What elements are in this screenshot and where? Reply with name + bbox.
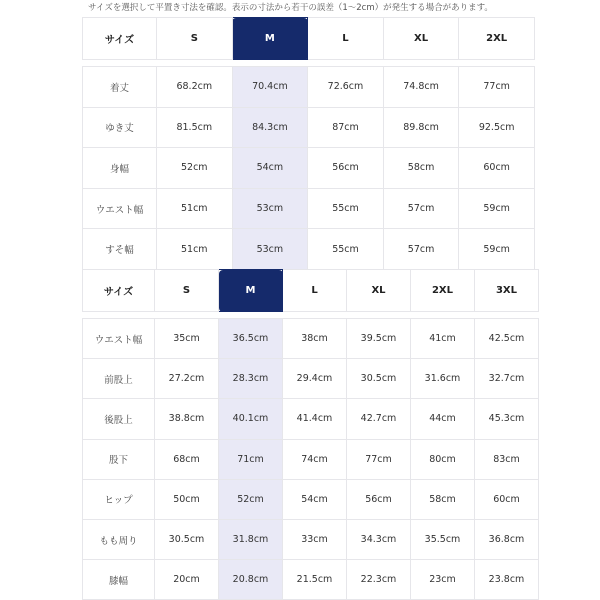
tops-measure-value: 55cm bbox=[308, 229, 384, 270]
bottoms-measure-value: 20.8cm bbox=[219, 560, 283, 600]
tops-size-tab-l[interactable]: L bbox=[308, 18, 384, 60]
bottoms-measure-value: 22.3cm bbox=[347, 560, 411, 600]
tops-measure-value: 57cm bbox=[383, 229, 459, 270]
tops-measure-value: 70.4cm bbox=[232, 67, 308, 108]
bottoms-measure-value: 74cm bbox=[283, 439, 347, 479]
bottoms-measure-label: 膝幅 bbox=[83, 560, 155, 600]
bottoms-measure-value: 36.5cm bbox=[219, 319, 283, 359]
tops-measure-value: 53cm bbox=[232, 229, 308, 270]
tops-measure-value: 53cm bbox=[232, 188, 308, 229]
bottoms-measure-label: 股下 bbox=[83, 439, 155, 479]
tops-measure-value: 58cm bbox=[383, 148, 459, 189]
tops-measure-value: 72.6cm bbox=[308, 67, 384, 108]
tops-measure-value: 59cm bbox=[459, 229, 535, 270]
bottoms-measure-value: 58cm bbox=[411, 479, 475, 519]
bottoms-size-tab-xl[interactable]: XL bbox=[347, 270, 411, 312]
bottoms-measure-value: 27.2cm bbox=[155, 359, 219, 399]
bottoms-measure-value: 41.4cm bbox=[283, 399, 347, 439]
bottoms-measure-value: 35cm bbox=[155, 319, 219, 359]
tops-measure-value: 84.3cm bbox=[232, 107, 308, 148]
bottoms-measure-value: 31.6cm bbox=[411, 359, 475, 399]
bottoms-measure-value: 54cm bbox=[283, 479, 347, 519]
bottoms-measure-value: 30.5cm bbox=[155, 519, 219, 559]
tops-measure-value: 60cm bbox=[459, 148, 535, 189]
bottoms-measure-value: 23.8cm bbox=[475, 560, 539, 600]
tops-size-tab-s[interactable]: S bbox=[157, 18, 233, 60]
bottoms-measure-value: 44cm bbox=[411, 399, 475, 439]
bottoms-measure-value: 45.3cm bbox=[475, 399, 539, 439]
bottoms-measure-label: もも周り bbox=[83, 519, 155, 559]
bottoms-measure-value: 30.5cm bbox=[347, 359, 411, 399]
bottoms-measure-value: 21.5cm bbox=[283, 560, 347, 600]
bottoms-measure-label: ウエスト幅 bbox=[83, 319, 155, 359]
bottoms-measure-value: 40.1cm bbox=[219, 399, 283, 439]
bottoms-measure-value: 23cm bbox=[411, 560, 475, 600]
bottoms-measure-value: 35.5cm bbox=[411, 519, 475, 559]
bottoms-measure-value: 83cm bbox=[475, 439, 539, 479]
bottoms-measure-value: 28.3cm bbox=[219, 359, 283, 399]
tops-measure-value: 87cm bbox=[308, 107, 384, 148]
bottoms-measure-value: 71cm bbox=[219, 439, 283, 479]
tops-measure-value: 55cm bbox=[308, 188, 384, 229]
bottoms-header-row bbox=[83, 270, 539, 312]
tops-measure-value: 51cm bbox=[157, 188, 233, 229]
bottoms-measure-value: 33cm bbox=[283, 519, 347, 559]
bottoms-measure-row bbox=[83, 319, 539, 359]
tops-size-table bbox=[82, 17, 535, 270]
bottoms-measure-row bbox=[83, 519, 539, 559]
tops-measure-value: 68.2cm bbox=[157, 67, 233, 108]
bottoms-measure-value: 39.5cm bbox=[347, 319, 411, 359]
bottoms-measure-row bbox=[83, 359, 539, 399]
tops-measure-label: ゆき丈 bbox=[83, 107, 157, 148]
tops-size-tab-2xl[interactable]: 2XL bbox=[459, 18, 535, 60]
bottoms-spacer-cell bbox=[83, 312, 539, 319]
bottoms-measure-value: 42.5cm bbox=[475, 319, 539, 359]
tops-measure-value: 51cm bbox=[157, 229, 233, 270]
bottoms-size-table bbox=[82, 269, 539, 600]
bottoms-size-tab-3xl[interactable]: 3XL bbox=[475, 270, 539, 312]
tops-measure-row bbox=[83, 67, 535, 108]
bottoms-measure-value: 52cm bbox=[219, 479, 283, 519]
tops-measure-row bbox=[83, 107, 535, 148]
bottoms-measure-value: 77cm bbox=[347, 439, 411, 479]
bottoms-measure-row bbox=[83, 439, 539, 479]
bottoms-size-tab-2xl[interactable]: 2XL bbox=[411, 270, 475, 312]
bottoms-measure-value: 38cm bbox=[283, 319, 347, 359]
bottoms-spacer bbox=[83, 312, 539, 319]
bottoms-measure-value: 32.7cm bbox=[475, 359, 539, 399]
bottoms-measure-value: 38.8cm bbox=[155, 399, 219, 439]
tops-measure-value: 92.5cm bbox=[459, 107, 535, 148]
bottoms-measure-value: 68cm bbox=[155, 439, 219, 479]
bottoms-header-label: サイズ bbox=[83, 270, 155, 312]
bottoms-measure-row bbox=[83, 479, 539, 519]
tops-measure-value: 81.5cm bbox=[157, 107, 233, 148]
bottoms-measure-row bbox=[83, 560, 539, 600]
tops-measure-row bbox=[83, 229, 535, 270]
bottoms-measure-value: 80cm bbox=[411, 439, 475, 479]
bottoms-size-tab-s[interactable]: S bbox=[155, 270, 219, 312]
tops-measure-value: 59cm bbox=[459, 188, 535, 229]
tops-measure-value: 74.8cm bbox=[383, 67, 459, 108]
bottoms-measure-label: 後股上 bbox=[83, 399, 155, 439]
tops-measure-row bbox=[83, 188, 535, 229]
tops-size-tab-xl[interactable]: XL bbox=[383, 18, 459, 60]
bottoms-measure-value: 20cm bbox=[155, 560, 219, 600]
tops-header-row bbox=[83, 18, 535, 60]
tops-measure-value: 57cm bbox=[383, 188, 459, 229]
tops-spacer-cell bbox=[83, 60, 535, 67]
tops-measure-value: 52cm bbox=[157, 148, 233, 189]
tops-measure-value: 89.8cm bbox=[383, 107, 459, 148]
tops-measure-label: 着丈 bbox=[83, 67, 157, 108]
tops-header-label: サイズ bbox=[83, 18, 157, 60]
bottoms-measure-value: 31.8cm bbox=[219, 519, 283, 559]
bottoms-measure-value: 42.7cm bbox=[347, 399, 411, 439]
bottoms-measure-value: 36.8cm bbox=[475, 519, 539, 559]
bottoms-measure-value: 41cm bbox=[411, 319, 475, 359]
bottoms-measure-value: 29.4cm bbox=[283, 359, 347, 399]
tops-measure-label: ウエスト幅 bbox=[83, 188, 157, 229]
bottoms-size-tab-l[interactable]: L bbox=[283, 270, 347, 312]
size-notice: サイズを選択して平置き寸法を確認。表示の寸法から若干の誤差（1〜2cm）が発生する場合があります。 bbox=[88, 3, 493, 13]
tops-size-tab-m[interactable]: M bbox=[232, 18, 308, 60]
tops-spacer bbox=[83, 60, 535, 67]
bottoms-measure-row bbox=[83, 399, 539, 439]
tops-measure-row bbox=[83, 148, 535, 189]
bottoms-measure-value: 56cm bbox=[347, 479, 411, 519]
tops-measure-label: すそ幅 bbox=[83, 229, 157, 270]
tops-measure-value: 54cm bbox=[232, 148, 308, 189]
bottoms-measure-value: 50cm bbox=[155, 479, 219, 519]
tops-measure-value: 56cm bbox=[308, 148, 384, 189]
tops-measure-label: 身幅 bbox=[83, 148, 157, 189]
bottoms-measure-value: 60cm bbox=[475, 479, 539, 519]
bottoms-measure-label: ヒップ bbox=[83, 479, 155, 519]
tops-measure-value: 77cm bbox=[459, 67, 535, 108]
bottoms-measure-value: 34.3cm bbox=[347, 519, 411, 559]
bottoms-size-tab-m[interactable]: M bbox=[219, 270, 283, 312]
bottoms-measure-label: 前股上 bbox=[83, 359, 155, 399]
